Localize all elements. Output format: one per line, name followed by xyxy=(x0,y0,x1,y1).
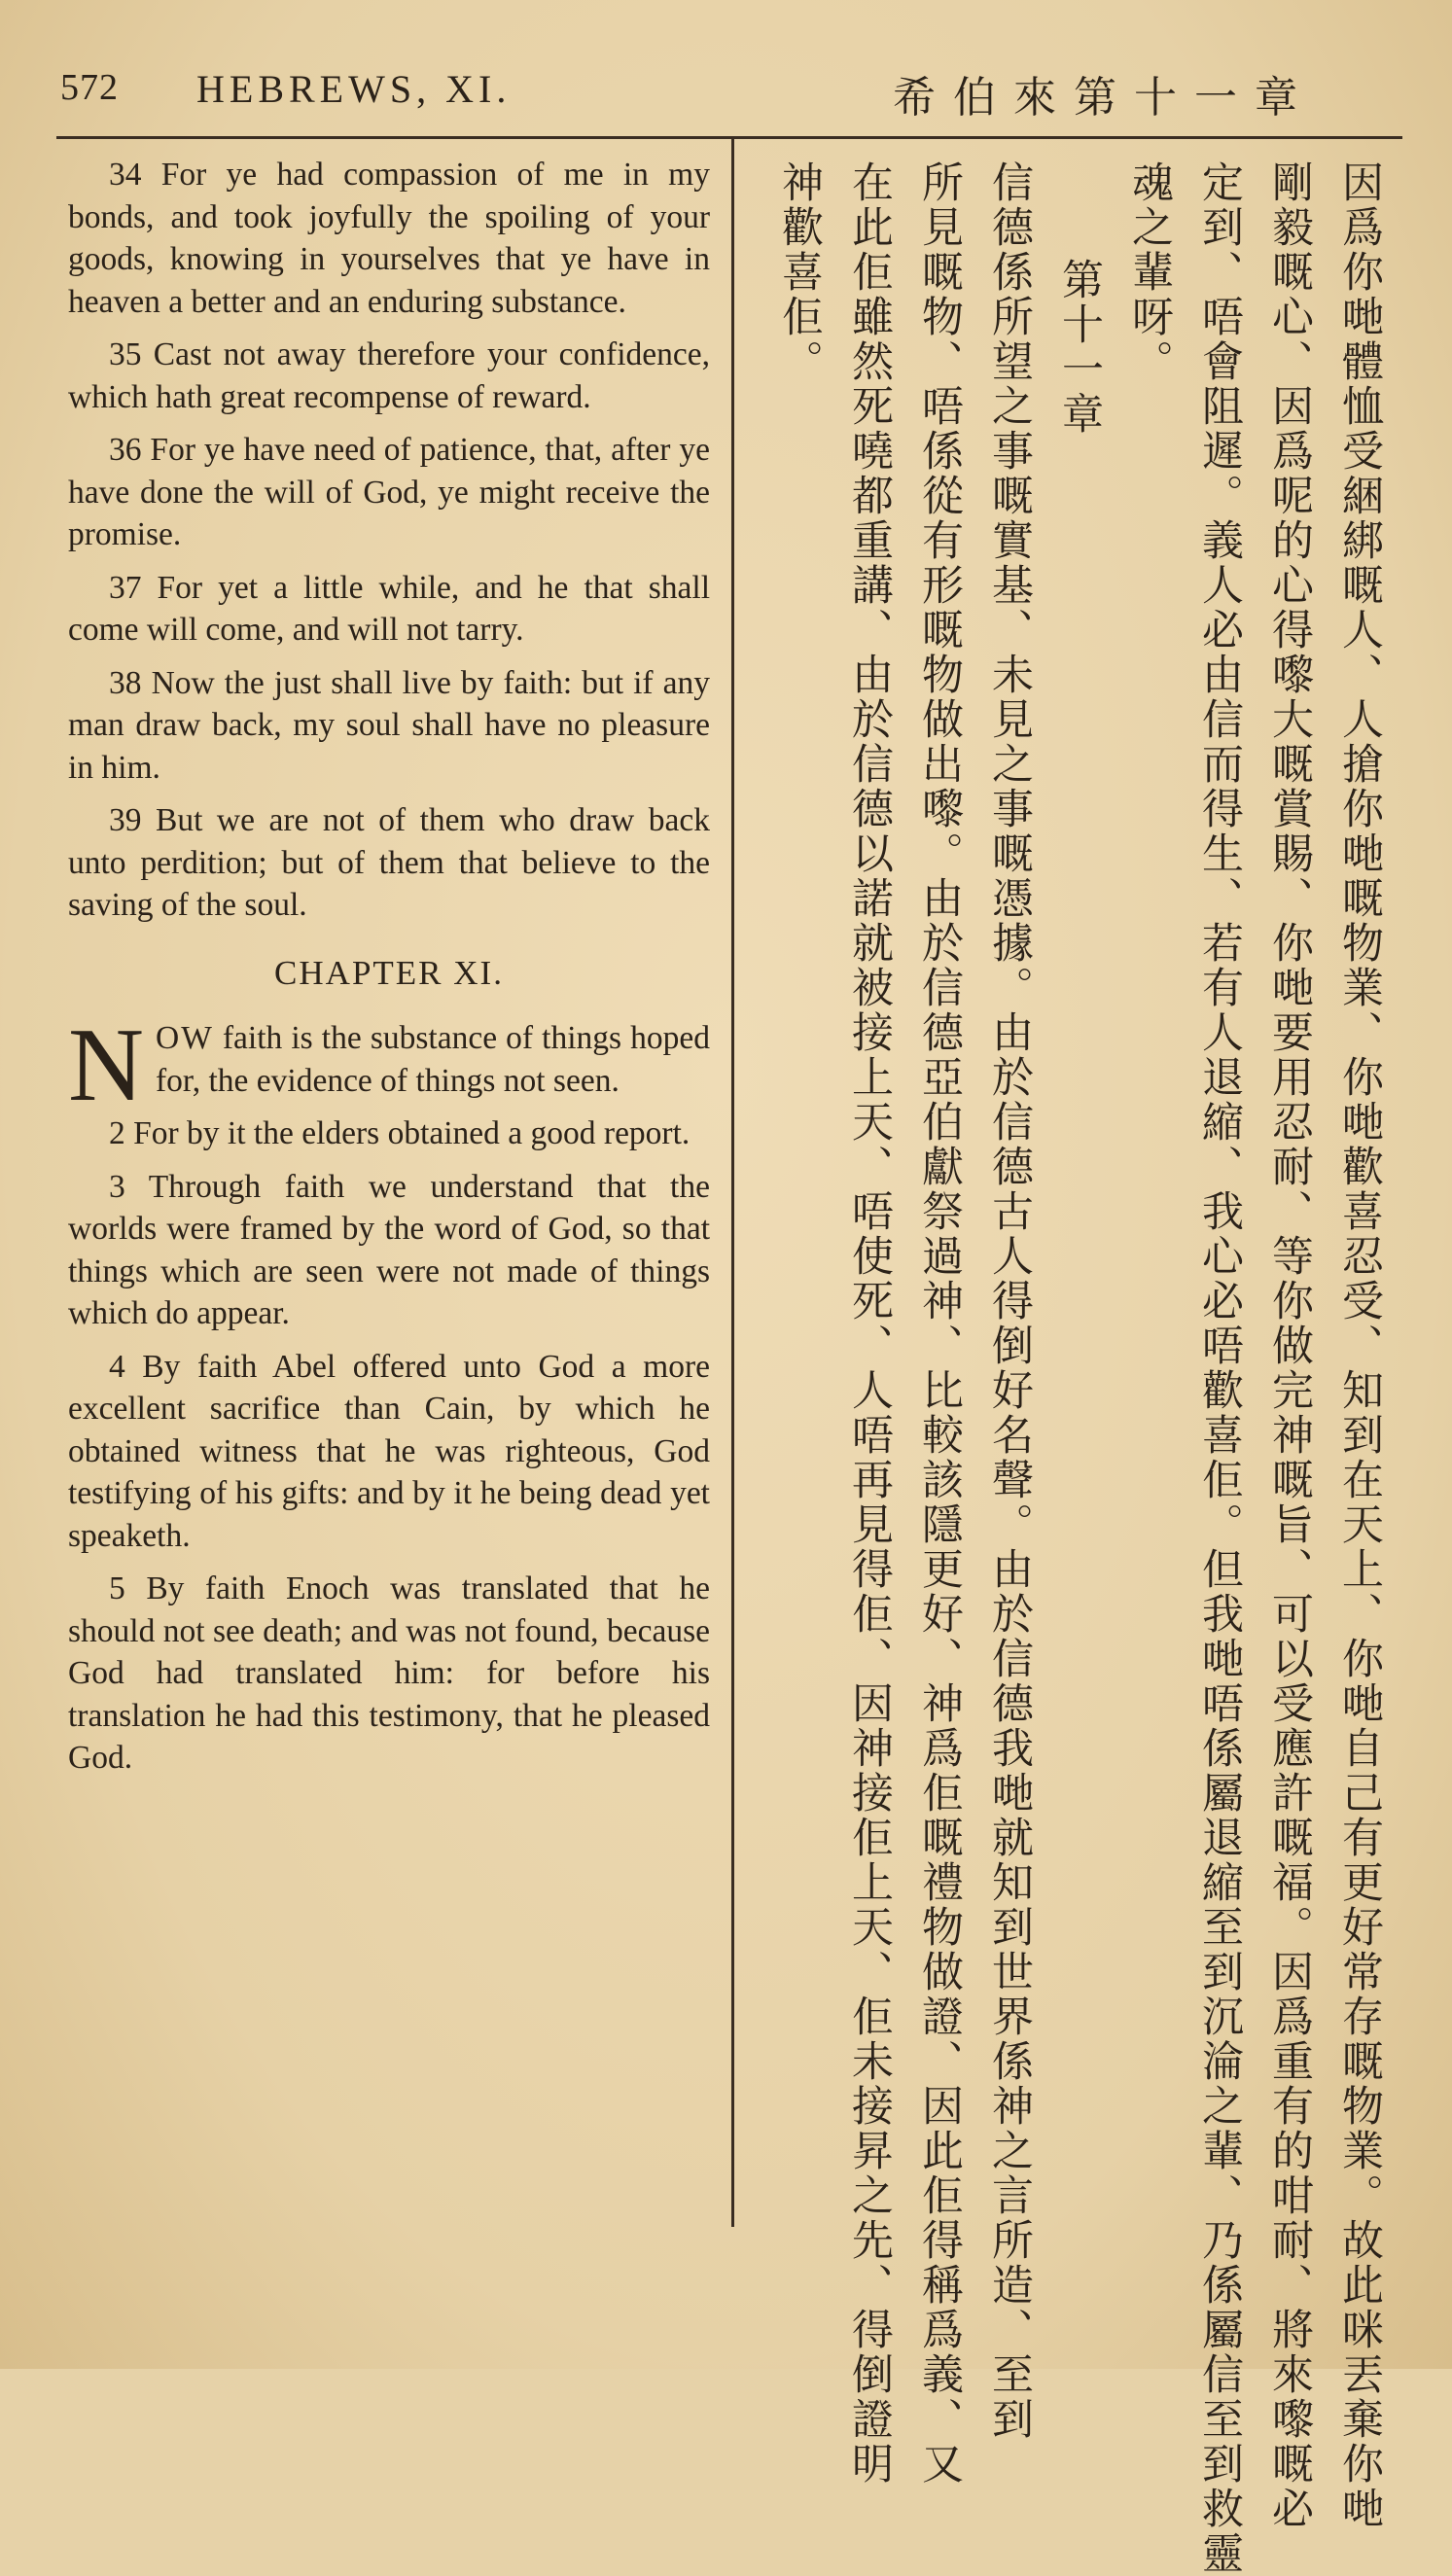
verse-3: 3 Through faith we understand that the worlds were framed by the word of God, so that things which are seen were not made of things which do appear. xyxy=(68,1168,710,1331)
running-title: HEBREWS, XI. xyxy=(196,67,512,111)
chinese-line: 因爲你哋體恤受綑綁嘅人、人搶你哋嘅物業、你哋歡喜忍受、知到在天上、你哋自己有更好常存嘅物業。故此咪丟棄你哋 xyxy=(1335,160,1384,2531)
chinese-line: 魂之輩呀。 xyxy=(1125,160,1174,384)
chinese-line: 剛毅嘅心、因爲呢的心得嚟大嘅賞賜、你哋要用忍耐、等你做完神嘅旨、可以受應許嘅福。因爲重有的咁耐、將來嚟嘅必 xyxy=(1265,160,1314,2531)
verse-1 xyxy=(68,1007,710,1123)
chinese-line: 在此佢雖然死嘵都重講、由於信德以諾就被接上天、唔使死、人唔再見得佢、因神接佢上天、佢未接昇之先、得倒證明 xyxy=(845,160,894,2487)
verse-5: 5 By faith Enoch was translated that he should not see death; and was not found, because God had translated him: for before his translation he had this testimony, that he pleased God. xyxy=(68,1570,710,1776)
english-column xyxy=(68,154,710,1790)
verse-1-lead: OW xyxy=(156,1020,214,1056)
header-rule xyxy=(56,136,1402,139)
chinese-column xyxy=(749,160,1391,2576)
chapter-heading: CHAPTER XI. xyxy=(274,953,504,992)
verse-4: 4 By faith Abel offered unto God a more excellent sacrifice than Cain, by which he obtained witness that he was righteous, God testifying of his gifts: and by it he being dead yet speaketh. xyxy=(68,1348,710,1554)
verse-1-text: faith is the substance of things hoped for, the evidence of things not seen. xyxy=(156,1020,710,1099)
verse-34: 34 For ye had compassion of me in my bonds, and took joyfully the spoiling of your goods, knowing in yourselves that ye have in heaven a better and an enduring substance. xyxy=(68,157,710,320)
page-header xyxy=(60,60,1383,128)
chinese-line: 信德係所望之事嘅實基、未見之事嘅憑據。由於信德古人得倒好名聲。由於信德我哋就知到世界係神之言所造、至到 xyxy=(985,160,1034,2442)
verse-36: 36 For ye have need of patience, that, after ye have done the will of God, ye might receive the promise. xyxy=(68,432,710,552)
chinese-chapter-heading: 第十一章 xyxy=(1055,258,1104,437)
verse-2: 2 For by it the elders obtained a good report. xyxy=(109,1115,691,1151)
verse-35: 35 Cast not away therefore your confidence, which hath great recompense of reward. xyxy=(68,336,710,415)
chinese-line: 定到、唔會阻遲。義人必由信而得生、若有人退縮、我心必唔歡喜佢。但我哋唔係屬退縮至到沉淪之輩、乃係屬信至到救靈 xyxy=(1195,160,1244,2576)
chinese-line: 所見嘅物、唔係從有形嘅物做出嚟。由於信德亞伯獻祭過神、比較該隱更好、神爲佢嘅禮物做證、因此佢得稱爲義、又 xyxy=(915,160,964,2487)
verse-38: 38 Now the just shall live by faith: but if any man draw back, my soul shall have no pleasure in him. xyxy=(68,664,710,786)
page-number: 572 xyxy=(60,67,119,108)
chinese-line: 神歡喜佢。 xyxy=(775,160,824,384)
column-divider xyxy=(731,136,734,2227)
verse-39: 39 But we are not of them who draw back unto perdition; but of them that believe to the saving of the soul. xyxy=(68,802,710,923)
chinese-running-title: 希伯來第十一章 xyxy=(893,73,1315,123)
verse-37: 37 For yet a little while, and he that shall come will come, and will not tarry. xyxy=(68,569,710,648)
drop-cap: N xyxy=(68,1007,144,1123)
